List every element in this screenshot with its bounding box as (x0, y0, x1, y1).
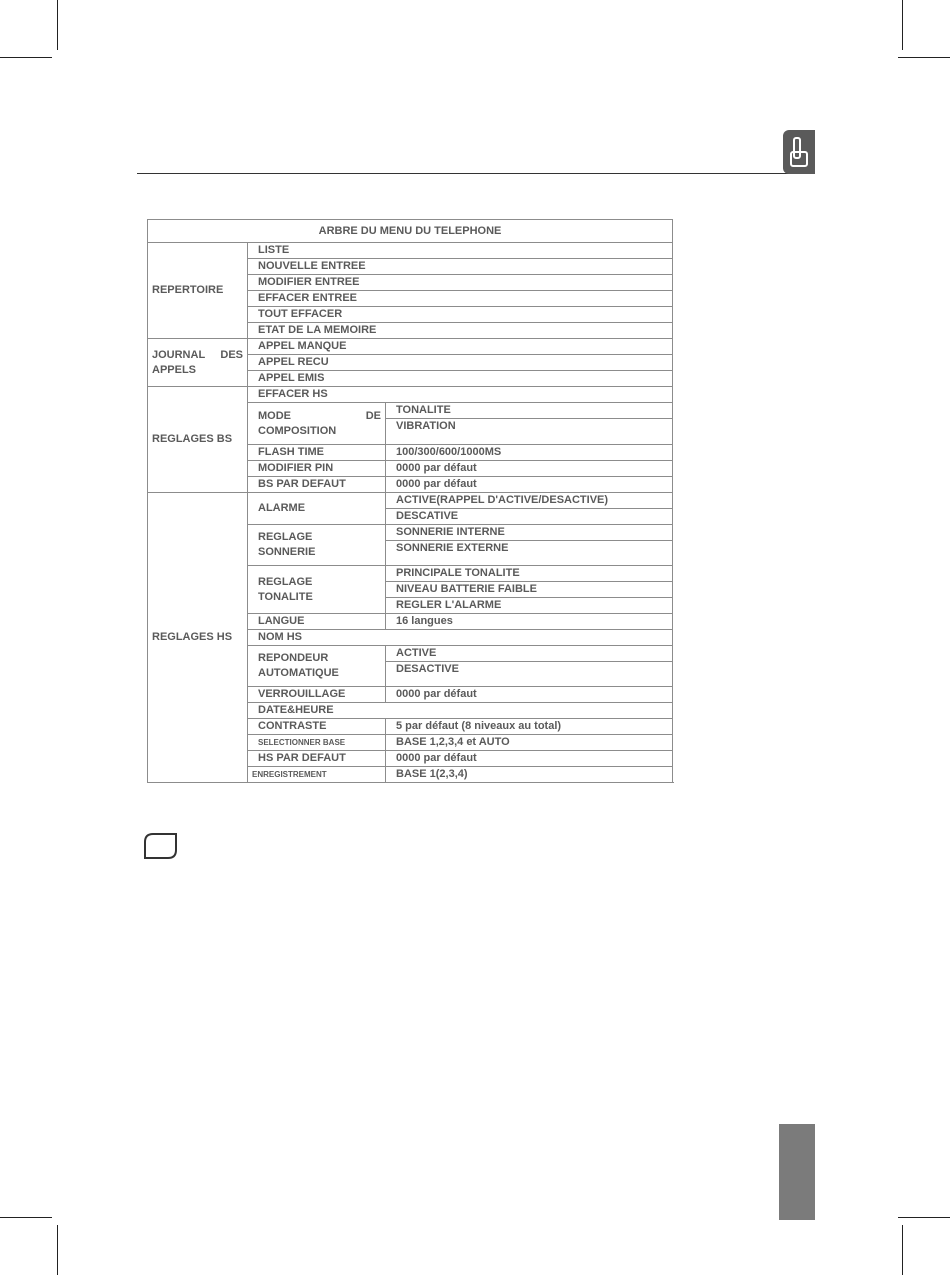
menu-value: SONNERIE EXTERNE (386, 541, 673, 566)
crop-mark (902, 1225, 903, 1275)
menu-value: VIBRATION (386, 419, 673, 445)
menu-item: CONTRASTE (248, 719, 386, 735)
crop-mark (898, 57, 950, 58)
category-journal-word: JOURNAL (152, 348, 206, 361)
category-repertoire: REPERTOIRE (148, 243, 248, 339)
crop-mark (0, 57, 52, 58)
table-title: ARBRE DU MENU DU TELEPHONE (148, 220, 673, 243)
menu-item: MODIFIER PIN (248, 461, 386, 477)
category-journal-word: DES (220, 348, 243, 361)
menu-item: APPEL EMIS (248, 371, 673, 387)
menu-tree-table (147, 219, 673, 783)
menu-value: PRINCIPALE TONALITE (386, 566, 673, 582)
menu-item-word: REGLAGE (258, 575, 313, 588)
menu-value: ACTIVE(RAPPEL D'ACTIVE/DESACTIVE) (386, 493, 673, 509)
crop-mark (57, 0, 58, 50)
menu-item-reglage-sonnerie (248, 525, 386, 566)
menu-item-word: SONNERIE (258, 546, 316, 558)
category-reglages-bs: REGLAGES BS (148, 387, 248, 493)
menu-value: DESACTIVE (386, 662, 673, 687)
menu-item-word: MODE (258, 409, 291, 422)
menu-item-word: TONALITE (258, 590, 313, 603)
menu-value: DESCATIVE (386, 509, 673, 525)
menu-item-mode-composition (248, 403, 386, 445)
handset-icon (783, 130, 815, 174)
note-icon (143, 832, 179, 860)
menu-value: 0000 par défaut (386, 461, 673, 477)
category-enregistrement: ENREGISTREMENT (248, 767, 386, 783)
menu-item: BASE 1(2,3,4) (386, 767, 673, 783)
menu-value: ACTIVE (386, 646, 673, 662)
menu-item: VERROUILLAGE (248, 687, 386, 703)
menu-item: ETAT DE LA MEMOIRE (248, 323, 673, 339)
menu-item-word: REGLAGE (258, 531, 313, 543)
menu-item-repondeur (248, 646, 386, 687)
crop-mark (898, 1217, 950, 1218)
menu-item: EFFACER ENTREE (248, 291, 673, 307)
menu-item: NOUVELLE ENTREE (248, 259, 673, 275)
menu-item-word: DE (365, 409, 381, 422)
category-reglages-hs: REGLAGES HS (148, 493, 248, 783)
crop-mark (0, 1217, 52, 1218)
menu-item: TOUT EFFACER (248, 307, 673, 323)
menu-value: 100/300/600/1000MS (386, 445, 673, 461)
menu-value: TONALITE (386, 403, 673, 419)
menu-value: BASE 1,2,3,4 et AUTO (386, 735, 673, 751)
menu-item: APPEL MANQUE (248, 339, 673, 355)
menu-item: LANGUE (248, 614, 386, 630)
menu-item-reglage-tonalite (248, 566, 386, 614)
menu-item: BS PAR DEFAUT (248, 477, 386, 493)
menu-item-word: COMPOSITION (258, 424, 337, 437)
category-journal (148, 339, 248, 387)
menu-value: REGLER L'ALARME (386, 598, 673, 614)
side-tab (779, 1124, 815, 1220)
menu-item: DATE&HEURE (248, 703, 673, 719)
menu-item: EFFACER HS (248, 387, 673, 403)
menu-value: NIVEAU BATTERIE FAIBLE (386, 582, 673, 598)
crop-mark (57, 1225, 58, 1275)
menu-item: LISTE (248, 243, 673, 259)
menu-item: HS PAR DEFAUT (248, 751, 386, 767)
menu-item-word: REPONDEUR (258, 652, 329, 664)
menu-value: 0000 par défaut (386, 687, 673, 703)
header-rule (137, 173, 815, 174)
menu-item: SELECTIONNER BASE (248, 735, 386, 751)
menu-value: 0000 par défaut (386, 477, 673, 493)
menu-item: NOM HS (248, 630, 673, 646)
menu-item: FLASH TIME (248, 445, 386, 461)
category-journal-word: APPELS (152, 363, 197, 376)
menu-item: ALARME (248, 493, 386, 525)
menu-item-word: AUTOMATIQUE (258, 667, 339, 679)
menu-value: 16 langues (386, 614, 673, 630)
menu-item: APPEL RECU (248, 355, 673, 371)
menu-value: 5 par défaut (8 niveaux au total) (386, 719, 673, 735)
crop-mark (902, 0, 903, 50)
menu-value: 0000 par défaut (386, 751, 673, 767)
menu-item: MODIFIER ENTREE (248, 275, 673, 291)
menu-value: SONNERIE INTERNE (386, 525, 673, 541)
